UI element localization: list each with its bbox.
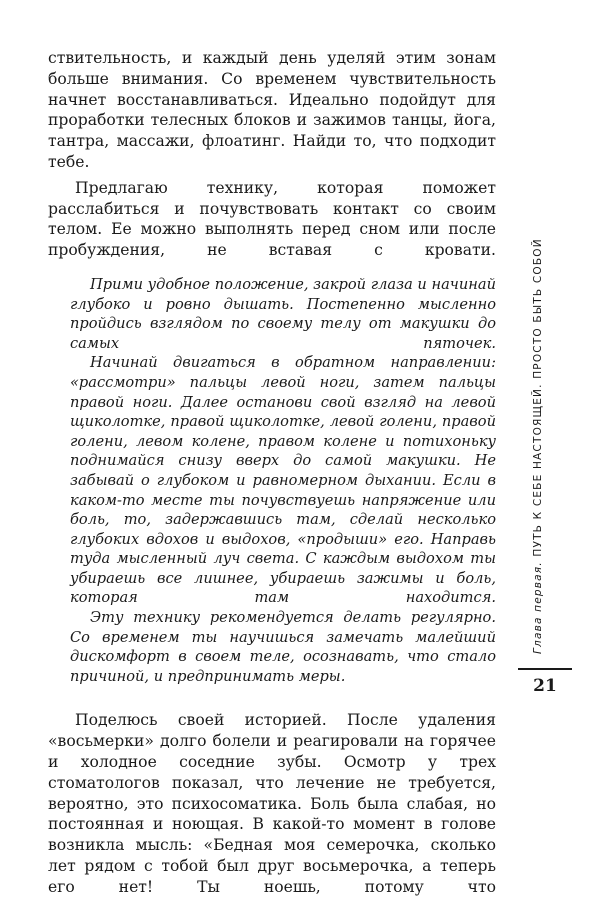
running-head-chapter: Глава первая. xyxy=(532,561,544,654)
paragraph-3: Поделюсь своей историей. После удаления «восьмерки» долго болели и реагировали на горячее и холодное соседние зубы. Осмотр у трех стоматологов показал, что лечение не требуется, вероятно, это психосоматика. Боль была слабая, но постоянная и ноющая. В какой-то момент в голове возникла мысль: «Бедная моя семерочка, сколько лет рядом с тобой был друг восьмерочка, а теперь его нет! Ты ноешь, потому что xyxy=(48,711,496,896)
technique-paragraph-3: Эту технику рекомендуется делать регулярно. Со временем ты научишься замечать малейший дискомфорт в своем теле, осознавать, что стало причиной, и предпринимать меры. xyxy=(70,609,496,685)
technique-paragraph-2: Начинай двигаться в обратном направлении: «рассмотри» пальцы левой ноги, затем пальцы правой ноги. Далее останови свой взгляд на левой щиколотке, правой щиколотке, левой голени, правой голени, левом колене, правом колене и потихоньку поднимайся снизу вверх до самой макушки. Не забывай о глубоком и равномерном дыхании. Если в каком-то месте ты почувствуешь напряжение или боль, то, задержавшись там, сделай несколько глубоких вдохов и выдохов, «продыши» его. Направь туда мысленный луч света. С каждым выдохом ты убираешь все лишнее, убираешь зажимы и боль, которая там находится. xyxy=(70,354,496,607)
paragraph-2: Предлагаю технику, которая поможет расслабиться и почувствовать контакт со своим телом. Ее можно выполнять перед сном или после пробуждения, не вставая с кровати. xyxy=(48,178,496,260)
technique-paragraph-1: Прими удобное положение, закрой глаза и начинай глубоко и ровно дышать. Постепенно мысленно пройдись взглядом по своему телу от макушки до самых пяточек. xyxy=(70,275,496,352)
running-head-title: ПУТЬ К СЕБЕ НАСТОЯЩЕЙ. ПРОСТО БЫТЬ СОБОЙ xyxy=(532,238,544,557)
page-number-rule xyxy=(518,668,572,670)
paragraph-1: ствительность, и каждый день уделяй этим зонам больше внимания. Со временем чувствительность начнет восстанавливаться. Идеально подойдут для проработки телесных блоков и зажимов танцы, йога, тантра, массажи, флоатинг. Найди то, что подходит тебе. xyxy=(48,49,496,171)
page-number: 21 xyxy=(533,676,557,696)
running-head xyxy=(532,238,544,654)
technique-block xyxy=(48,275,496,686)
main-text-column xyxy=(48,48,496,898)
